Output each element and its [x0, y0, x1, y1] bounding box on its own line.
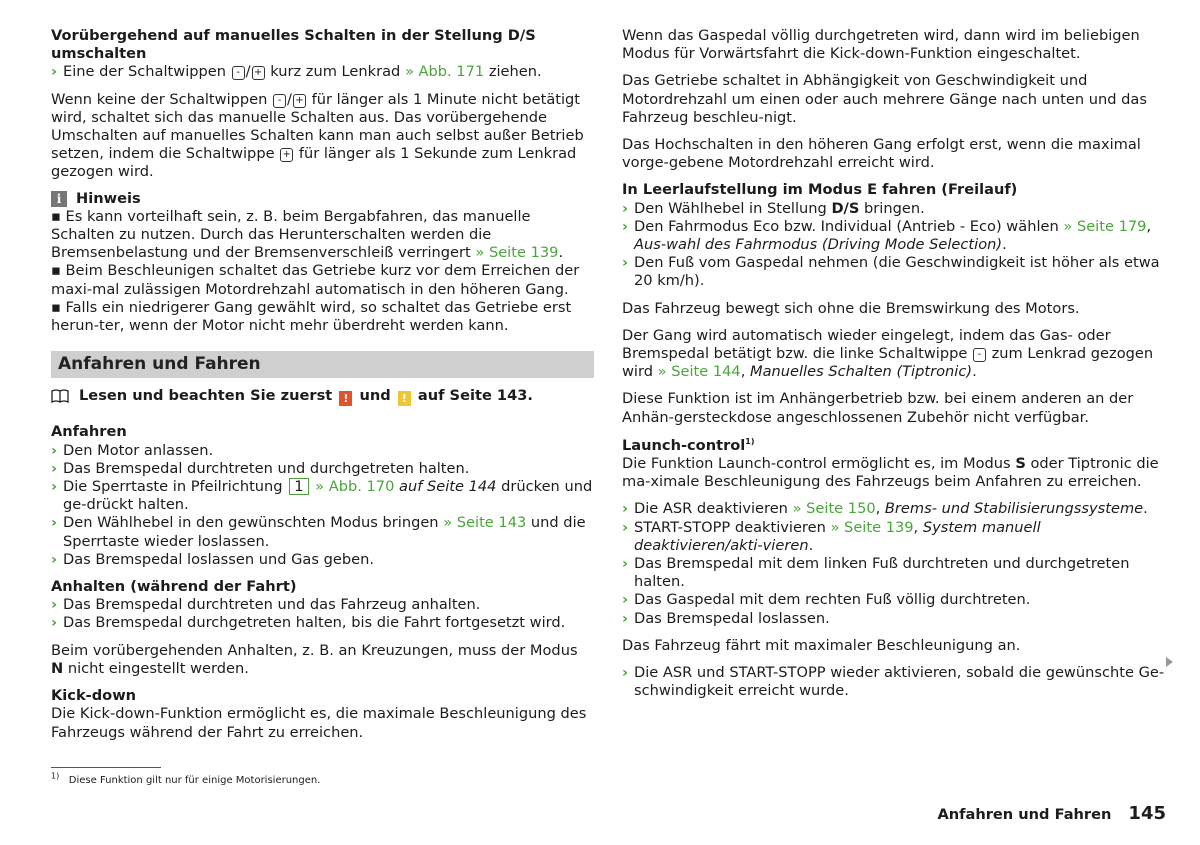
figure-ref-link[interactable]: » Abb. 170 — [315, 478, 395, 496]
instruction-step: › Den Motor anlassen. — [51, 441, 214, 459]
right-column — [622, 27, 1167, 701]
paddle-minus-icon: - — [232, 66, 245, 80]
paragraph: Die Funktion Launch-control ermöglicht es, im Modus S oder Tiptronic die ma-ximale Beschleunigung des Fahrzeugs beim Anfahren zu erreichen. — [622, 455, 1159, 491]
note-header — [51, 190, 594, 208]
instruction-step: › Das Bremspedal durchtreten und durchgetreten halten. — [51, 459, 470, 477]
continue-arrow-icon — [1166, 657, 1173, 667]
section-heading: Anfahren und Fahren — [51, 351, 594, 378]
paddle-plus-icon: + — [280, 148, 293, 162]
paddle-minus-icon: - — [273, 94, 286, 108]
instruction-step: › Das Bremspedal mit dem linken Fuß durchtreten und durchgetreten halten. — [622, 555, 1130, 591]
paragraph: Diese Funktion ist im Anhängerbetrieb bzw. bei einem anderen an der Anhän-gersteckdose angeschlossenen Zubehör nicht verfügbar. — [622, 390, 1134, 426]
note-item: ▪ Es kann vorteilhaft sein, z. B. beim Bergabfahren, das manuelle Schalten zu nutzen. Durch das Herunterschalten werden die Bremsenbelastung und der Bremsenverschleiß verringert » Seite 139. — [51, 207, 564, 262]
instruction-step: › Das Bremspedal loslassen und Gas geben. — [51, 550, 374, 568]
paragraph: Das Fahrzeug fährt mit maximaler Beschleunigung an. — [622, 636, 1021, 654]
instruction-step: › Die ASR und START-STOPP wieder aktivieren, sobald die gewünschte Ge-schwindigkeit erreicht wurde. — [622, 664, 1165, 700]
warning-yellow-icon: ! — [398, 391, 411, 406]
page-number: 145 — [1128, 803, 1166, 824]
footnote: $^{1)}$ Diese Funktion gilt nur für einige Motorisierungen. — [51, 771, 321, 786]
instruction-step: › Das Bremspedal durchgetreten halten, bis die Fahrt fortgesetzt wird. — [51, 614, 566, 632]
instruction-step: › Den Wählhebel in den gewünschten Modus bringen » Seite 143 und die Sperrtaste wieder loslassen. — [51, 514, 586, 550]
paragraph: Beim vorübergehenden Anhalten, z. B. an Kreuzungen, muss der Modus N nicht eingestellt werden. — [51, 641, 578, 677]
note-title: Hinweis — [76, 189, 141, 207]
heading-manual-switch: Vorübergehend auf manuelles Schalten in der Stellung D/S umschalten — [51, 27, 536, 63]
page-footer — [937, 805, 1166, 824]
paragraph: Das Getriebe schaltet in Abhängigkeit von Geschwindigkeit und Motordrehzahl um einen oder auch mehrere Gänge nach unten und das Fahrzeug beschleu-nigt. — [622, 72, 1147, 126]
figure-ref-link[interactable]: » Abb. 171 — [404, 63, 485, 81]
paragraph: Wenn das Gaspedal völlig durchgetreten wird, dann wird im beliebigen Modus für Vorwärtsfahrt die Kick-down-Funktion eingeschaltet. — [622, 27, 1140, 63]
instruction-step: › Eine der Schaltwippen - / + kurz zum Lenkrad » Abb. 171 ziehen. — [51, 63, 542, 81]
page-ref-link[interactable]: » Seite 143 — [443, 514, 527, 532]
subheading: Launch-control$^{1)}$ — [622, 436, 755, 454]
page-ref-link[interactable]: » Seite 139 — [475, 244, 559, 262]
instruction-step: › START-STOPP deaktivieren » Seite 139, System manuell deaktivieren/akti-vieren. — [622, 518, 1041, 554]
page-ref-link[interactable]: » Seite 144 — [657, 363, 741, 381]
instruction-step: › Den Fuß vom Gaspedal nehmen (die Geschwindigkeit ist höher als etwa 20 km/h). — [622, 254, 1160, 290]
warning-red-icon: ! — [339, 391, 352, 406]
footer-chapter-title: Anfahren und Fahren — [937, 806, 1112, 823]
info-icon: i — [51, 191, 67, 207]
page-ref-link[interactable]: » Seite 179 — [1063, 217, 1147, 235]
page-ref-link[interactable]: » Seite 139 — [830, 518, 914, 536]
paragraph: Das Fahrzeug bewegt sich ohne die Bremswirkung des Motors. — [622, 299, 1080, 317]
instruction-step: › Das Bremspedal durchtreten und das Fahrzeug anhalten. — [51, 596, 481, 614]
note-item: ▪ Beim Beschleunigen schaltet das Getriebe kurz vor dem Erreichen der maxi-mal zulässigen Motordrehzahl automatisch in den höheren Gang. — [51, 262, 580, 298]
footnote-divider — [51, 767, 161, 768]
book-icon — [51, 389, 69, 408]
instruction-step: › Das Bremspedal loslassen. — [622, 609, 830, 627]
instruction-step: › Die Sperrtaste in Pfeilrichtung 1 » Abb. 170 auf Seite 144 drücken und ge-drückt halten. — [51, 478, 593, 514]
paragraph: Das Hochschalten in den höheren Gang erfolgt erst, wenn die maximal vorge-gebene Motordrehzahl erreicht wird. — [622, 136, 1141, 172]
page-ref-link[interactable]: » Seite 150 — [792, 500, 876, 518]
paddle-minus-icon: - — [973, 348, 986, 362]
left-column — [51, 27, 594, 742]
subheading: In Leerlaufstellung im Modus E fahren (Freilauf) — [622, 181, 1018, 199]
paragraph: Der Gang wird automatisch wieder eingelegt, indem das Gas- oder Bremspedal betätigt bzw. die linke Schaltwippe - zum Lenkrad gezogen wird » Seite 144, Manuelles Schalten (Tiptronic). — [622, 326, 1154, 381]
instruction-step: › Das Gaspedal mit dem rechten Fuß völlig durchtreten. — [622, 591, 1031, 609]
paddle-plus-icon: + — [252, 66, 265, 80]
instruction-step: › Den Fahrmodus Eco bzw. Individual (Antrieb - Eco) wählen » Seite 179, Aus-wahl des Fahrmodus (Driving Mode Selection). — [622, 217, 1152, 254]
paddle-plus-icon: + — [293, 94, 306, 108]
paragraph: Die Kick-down-Funktion ermöglicht es, die maximale Beschleunigung des Fahrzeugs während der Fahrt zu erreichen. — [51, 705, 587, 741]
paragraph: Wenn keine der Schaltwippen - / + für länger als 1 Minute nicht betätigt wird, schaltet sich das manuelle Schalten aus. Das vorübergehende Umschalten auf manuelles Schalten kann man auch selbst außer Betrieb setzen, indem die Schaltwippe + für länger als 1 Sekunde zum Lenkrad gezogen wird. — [51, 90, 584, 181]
callout-number: 1 — [289, 478, 308, 495]
instruction-step: › Den Wählhebel in Stellung D/S bringen. — [622, 199, 925, 217]
subheading: Anfahren — [51, 423, 127, 441]
note-item: ▪ Falls ein niedrigerer Gang gewählt wird, so schaltet das Getriebe erst herun-ter, wenn der Motor nicht mehr überdreht werden kann. — [51, 298, 572, 335]
read-first-notice: Lesen und beachten Sie zuerst ! und ! auf Seite 143. — [51, 387, 594, 408]
instruction-step: › Die ASR deaktivieren » Seite 150, Brems- und Stabilisierungssysteme. — [622, 500, 1148, 518]
subheading: Anhalten (während der Fahrt) — [51, 578, 297, 596]
footnote-marker: 1) — [745, 437, 755, 446]
subheading: Kick-down — [51, 687, 137, 705]
